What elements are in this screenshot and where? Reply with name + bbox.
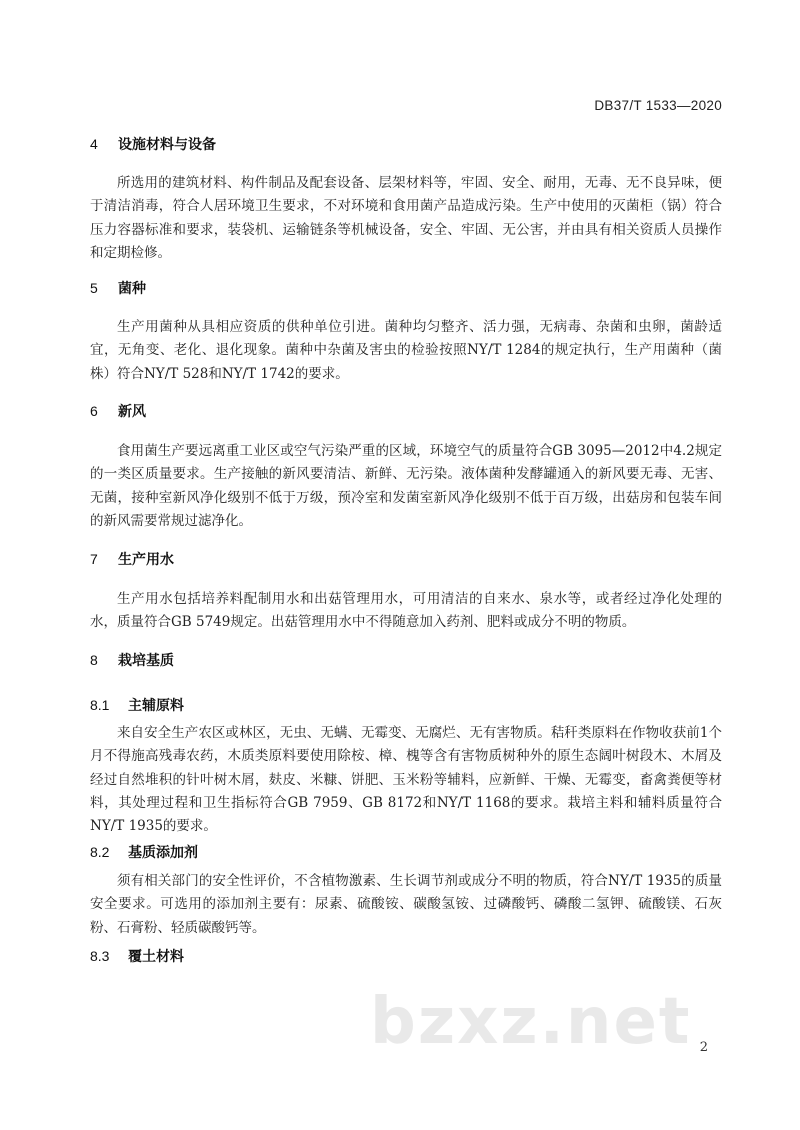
section-paragraph: 须有相关部门的安全性评价，不含植物激素、生长调节剂或成分不明的物质，符合NY/T 1935的质量安全要求。可选用的添加剂主要有：尿素、硫酸铵、碳酸氢铵、过磷酸钙、磷酸二氢钾、硫酸镁、石灰粉、石膏粉、轻质碳酸钙等。 <box>90 873 722 936</box>
section-paragraph: 所选用的建筑材料、构件制品及配套设备、层架材料等，牢固、安全、耐用，无毒、无不良异味，便于清洁消毒，符合人居环境卫生要求，不对环境和食用菌产品造成污染。生产中使用的灭菌柜（锅）符合压力容器标准和要求，装袋机、运输链条等机械设备，安全、牢固、无公害，并由具有相关资质人员操作和定期检修。 <box>90 175 722 261</box>
subsection-heading <box>90 946 184 966</box>
section-number: 8 <box>90 652 98 668</box>
section-title: 覆土材料 <box>128 949 184 965</box>
page-number: 2 <box>699 1040 708 1055</box>
section-number: 5 <box>90 280 98 296</box>
section-title: 栽培基质 <box>118 653 174 669</box>
section-paragraph: 生产用水包括培养料配制用水和出菇管理用水，可用清洁的自来水、泉水等，或者经过净化处理的水，质量符合GB 5749规定。出菇管理用水中不得随意加入药剂、肥料或成分不明的物质。 <box>90 591 722 631</box>
section-title: 生产用水 <box>118 552 174 568</box>
document-code: DB37/T 1533—2020 <box>594 98 722 113</box>
section-title: 菌种 <box>118 281 146 297</box>
section-title: 主辅原料 <box>128 698 184 714</box>
section-number: 6 <box>90 403 98 419</box>
section-title: 新风 <box>118 404 146 420</box>
section-number: 8.2 <box>90 844 110 860</box>
section-number: 8.3 <box>90 948 110 964</box>
section-paragraph: 生产用菌种从具相应资质的供种单位引进。菌种均匀整齐、活力强，无病毒、杂菌和虫卵，菌龄适宜，无角变、老化、退化现象。菌种中杂菌及害虫的检验按照NY/T 1284的规定执行，生产用菌种（菌株）符合NY/T 528和NY/T 1742的要求。 <box>90 319 722 382</box>
section-heading <box>90 401 146 421</box>
section-heading <box>90 650 174 670</box>
section-heading <box>90 134 216 154</box>
section-title: 基质添加剂 <box>128 845 198 861</box>
site-watermark: bzxz.net <box>370 985 692 1059</box>
section-paragraph: 来自安全生产农区或林区，无虫、无螨、无霉变、无腐烂、无有害物质。秸秆类原料在作物收获前1个月不得施高残毒农药，木质类原料要使用除桉、樟、槐等含有害物质树种外的原生态阔叶树段木、木屑及经过自然堆积的针叶树木屑，麸皮、米糠、饼肥、玉米粉等辅料，应新鲜、干燥、无霉变，畜禽粪便等材料，其处理过程和卫生指标符合GB 7959、GB 8172和NY/T 1168的要求。栽培主料和辅料质量符合NY/T 1935的要求。 <box>90 725 722 835</box>
section-heading <box>90 278 146 298</box>
section-number: 8.1 <box>90 697 110 713</box>
subsection-heading <box>90 695 184 715</box>
section-heading <box>90 549 174 569</box>
subsection-heading <box>90 842 198 862</box>
section-number: 7 <box>90 551 98 567</box>
section-number: 4 <box>90 136 98 152</box>
section-paragraph: 食用菌生产要远离重工业区或空气污染严重的区域，环境空气的质量符合GB 3095—2012中4.2规定的一类区质量要求。生产接触的新风要清洁、新鲜、无污染。液体菌种发酵罐通入的新风要无毒、无害、无菌，接种室新风净化级别不低于万级，预冷室和发菌室新风净化级别不低于百万级，出菇房和包装车间的新风需要常规过滤净化。 <box>90 443 722 529</box>
section-title: 设施材料与设备 <box>118 137 216 153</box>
